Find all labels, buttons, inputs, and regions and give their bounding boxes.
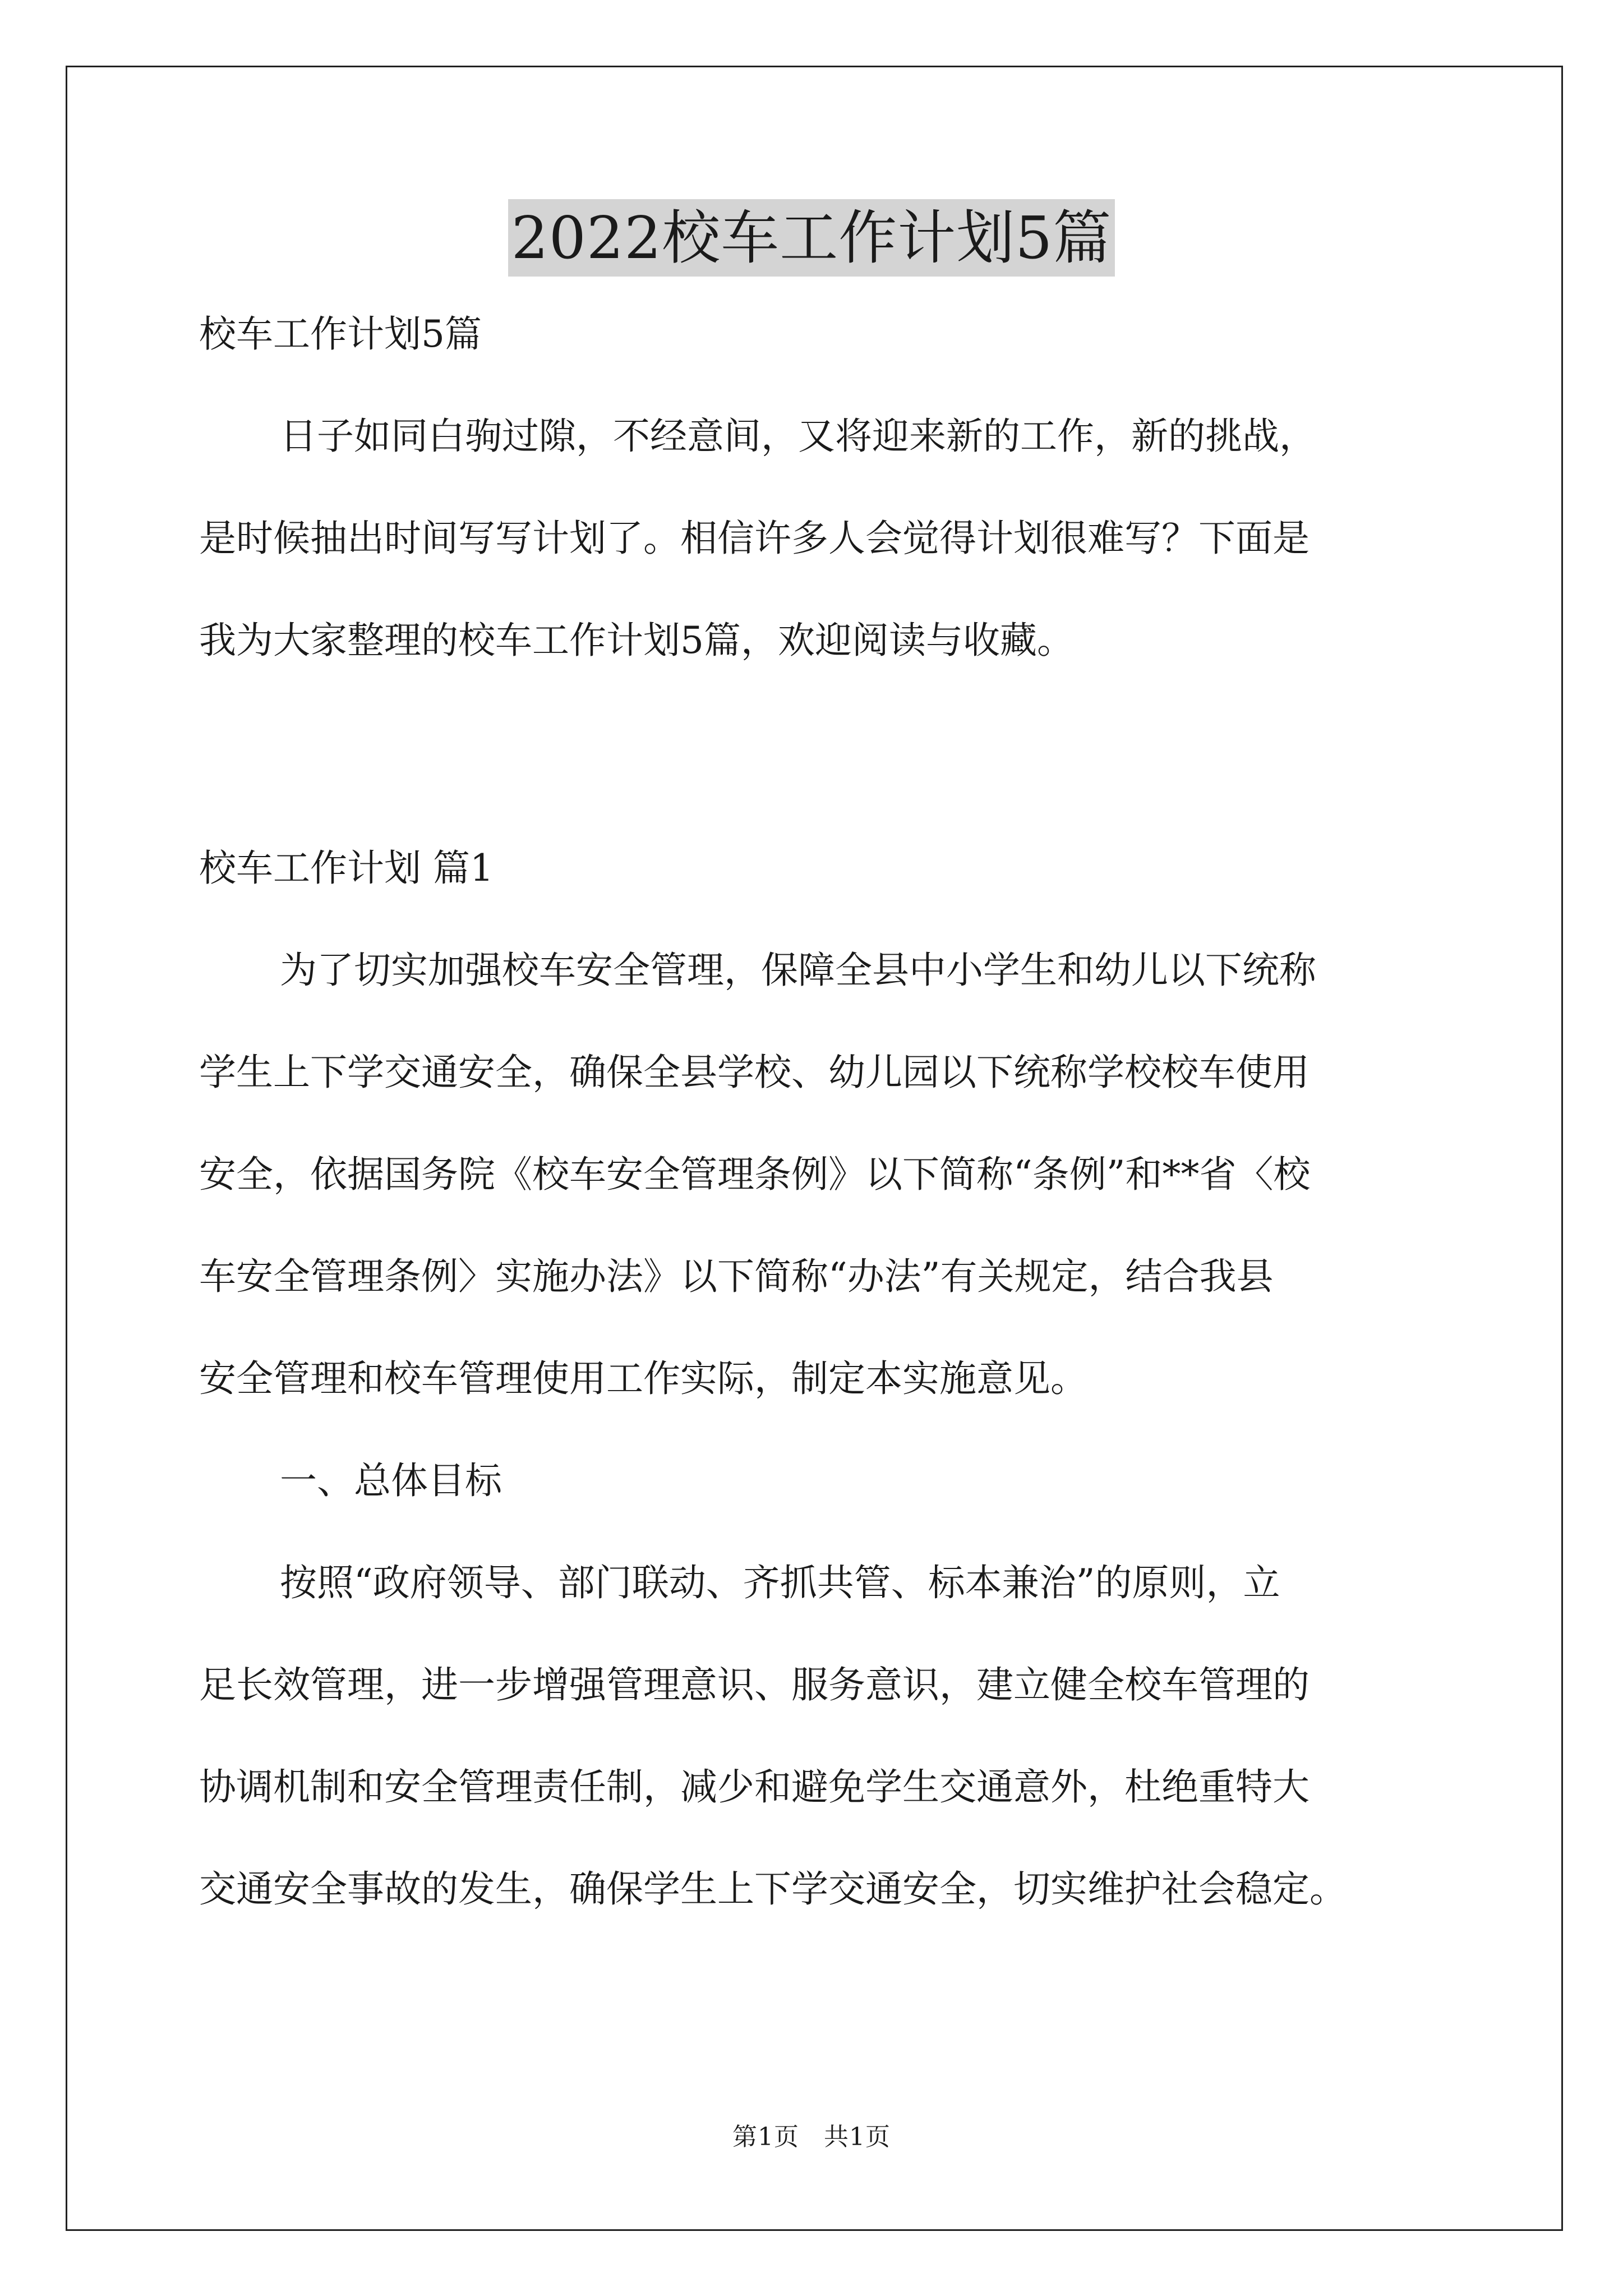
section-line: 安全管理和校车管理使用工作实际，制定本实施意见。 [199,1357,1087,1400]
goals-line: 交通安全事故的发生，确保学生上下学交通安全，切实维护社会稳定。 [199,1867,1347,1911]
intro-line: 是时候抽出时间写写计划了。相信许多人会觉得计划很难写？下面是 [199,517,1310,560]
page-total: 共1页 [824,2123,891,2151]
title-container [0,199,1623,277]
section-line: 车安全管理条例〉实施办法》以下简称“办法”有关规定，结合我县 [199,1255,1274,1298]
section-line: 学生上下学交通安全，确保全县学校、幼儿园以下统称学校校车使用 [199,1051,1310,1094]
goals-line: 按照“政府领导、部门联动、齐抓共管、标本兼治”的原则，立 [280,1561,1280,1604]
section-line: 安全，依据国务院《校车安全管理条例》以下简称“条例”和**省〈校 [199,1153,1311,1196]
page-number: 第1页 [732,2123,799,2151]
document-title: 2022校车工作计划5篇 [508,199,1115,277]
page-footer [0,2120,1623,2154]
goals-paragraph [199,1556,1433,1916]
intro-line: 我为大家整理的校车工作计划5篇，欢迎阅读与收藏。 [199,619,1074,662]
goals-line: 足长效管理，进一步增强管理意识、服务意识，建立健全校车管理的 [199,1663,1310,1706]
intro-line: 日子如同白驹过隙，不经意间，又将迎来新的工作，新的挑战， [280,415,1316,458]
subheading-goals: 一、总体目标 [280,1459,502,1502]
document-body [199,307,1433,1916]
intro-paragraph [199,409,1433,668]
subtitle: 校车工作计划5篇 [199,312,482,356]
section-paragraph [199,944,1433,1406]
goals-line: 协调机制和安全管理责任制，减少和避免学生交通意外，杜绝重特大 [199,1765,1310,1809]
section-line: 为了切实加强校车安全管理，保障全县中小学生和幼儿以下统称 [280,949,1316,992]
section-heading: 校车工作计划 篇1 [199,846,494,890]
